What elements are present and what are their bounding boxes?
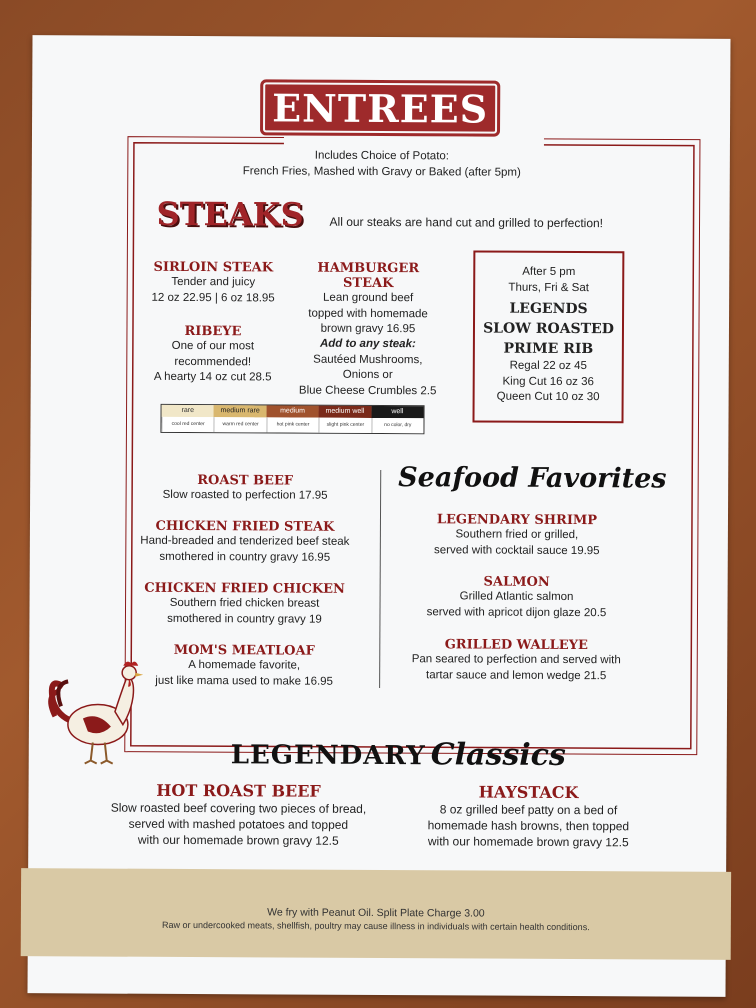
chicken-fried-chicken-item: CHICKEN FRIED CHICKEN Southern fried chicken breast smothered in country gravy 19	[119, 581, 369, 628]
chicken-fried-steak-name: CHICKEN FRIED STEAK	[155, 518, 335, 535]
potato-note: Includes Choice of Potato: French Fries, Mashed with Gravy or Baked (after 5pm)	[242, 149, 521, 179]
doneness-rare: rare cool red center	[161, 405, 214, 432]
walleye-item: GRILLED WALLEYE Pan seared to perfection and served with tartar sauce and lemon wedge 21.5	[391, 637, 641, 684]
steaks-subtitle: All our steaks are hand cut and grilled to perfection!	[329, 214, 604, 231]
steak-addons: Add to any steak: Sautéed Mushrooms, Onions or Blue Cheese Crumbles 2.5	[298, 337, 437, 397]
doneness-medium-well: medium well slight pink center	[319, 406, 372, 433]
footer-note: We fry with Peanut Oil. Split Plate Charge 3.00	[267, 906, 485, 920]
doneness-medium-rare: medium rare warm red center	[214, 405, 267, 432]
hot-roast-beef-name: HOT ROAST BEEF	[156, 780, 321, 801]
sirloin-item: SIRLOIN STEAK Tender and juicy 12 oz 22.95 | 6 oz 18.95	[143, 260, 283, 307]
menu-page	[27, 35, 730, 997]
chicken-fried-steak-item: CHICKEN FRIED STEAK Hand-breaded and tenderized beef steak smothered in country gravy 16.95	[120, 519, 370, 566]
entrees-banner	[260, 79, 500, 136]
footer-warning: Raw or undercooked meats, shellfish, poultry may cause illness in individuals with certain health conditions.	[161, 919, 590, 933]
prime-rib-box: After 5 pm Thurs, Fri & Sat LEGENDS SLOW ROASTED PRIME RIB Regal 22 oz 45 King Cut 16 oz 36 Queen Cut 10 oz 30	[472, 250, 624, 423]
steaks-heading: STEAKS	[156, 194, 304, 234]
haystack-name: HAYSTACK	[478, 782, 579, 803]
doneness-well: well no color, dry	[371, 406, 424, 433]
sirloin-name: SIRLOIN STEAK	[153, 259, 274, 276]
seafood-heading: Seafood Favorites	[398, 462, 667, 495]
doneness-chart	[160, 404, 424, 434]
menu-footer	[21, 868, 731, 960]
hamburger-name: HAMBURGER STEAK	[317, 260, 420, 292]
hamburger-item: HAMBURGER STEAK Lean ground beef topped with homemade brown gravy 16.95	[293, 261, 443, 338]
roast-beef-name: ROAST BEEF	[197, 473, 294, 489]
salmon-name: SALMON	[483, 574, 550, 590]
roast-beef-item: ROAST BEEF Slow roasted to perfection 17.95	[120, 473, 370, 505]
walleye-name: GRILLED WALLEYE	[444, 637, 588, 654]
haystack-item: HAYSTACK 8 oz grilled beef patty on a bed of homemade hash browns, then topped with our homemade brown gravy 12.5	[398, 782, 658, 850]
entrees-title: ENTREES	[272, 84, 489, 132]
classics-heading: LEGENDARY Classics	[230, 737, 566, 773]
meatloaf-item: MOM'S MEATLOAF A homemade favorite, just like mama used to make 16.95	[119, 643, 369, 690]
ribeye-name: RIBEYE	[184, 323, 242, 340]
salmon-item: SALMON Grilled Atlantic salmon served with apricot dijon glaze 20.5	[391, 574, 641, 621]
chicken-fried-chicken-name: CHICKEN FRIED CHICKEN	[144, 580, 345, 597]
shrimp-item: LEGENDARY SHRIMP Southern fried or grilled, served with cocktail sauce 19.95	[392, 512, 642, 559]
rooster-illustration	[43, 656, 150, 767]
doneness-medium: medium hot pink center	[266, 405, 319, 432]
hot-roast-beef-item: HOT ROAST BEEF Slow roasted beef covering two pieces of bread, served with mashed potatoes and topped with our homemade brown gravy 12.5	[98, 781, 378, 849]
meatloaf-name: MOM'S MEATLOAF	[173, 642, 315, 659]
ribeye-item: RIBEYE One of our most recommended! A hearty 14 oz cut 28.5	[143, 324, 283, 386]
shrimp-name: LEGENDARY SHRIMP	[436, 512, 598, 529]
